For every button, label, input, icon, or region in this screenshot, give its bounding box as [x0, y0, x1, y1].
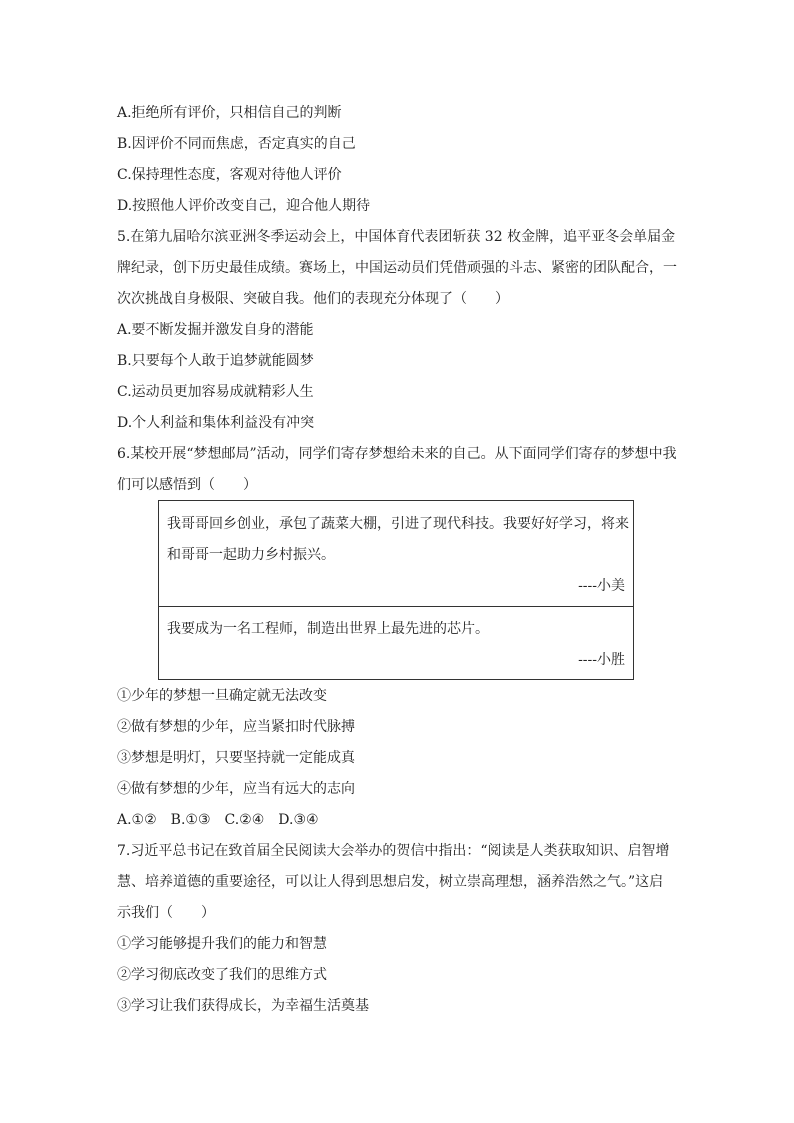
dream-entry-text: 我哥哥回乡创业，承包了蔬菜大棚，引进了现代科技。我要好好学习，将来: [167, 516, 629, 532]
q6-statement: ③梦想是明灯，只要坚持就一定能成真: [117, 750, 355, 766]
q7-statement: ①学习能够提升我们的能力和智慧: [117, 936, 327, 952]
q5-stem-line: 牌纪录，创下历史最佳成绩。赛场上，中国运动员们凭借顽强的斗志、紧密的团队配合，一: [117, 260, 677, 276]
q6-statement: ②做有梦想的少年，应当紧扣时代脉搏: [117, 719, 355, 735]
dream-entry-xiaosheng: [159, 606, 633, 679]
q4-option: C.保持理性态度，客观对待他人评价: [117, 167, 342, 183]
q4-option: D.按照他人评价改变自己，迎合他人期待: [117, 198, 371, 214]
q6-stem-line: 6.某校开展“梦想邮局”活动，同学们寄存梦想给未来的自己。从下面同学们寄存的梦想中我: [117, 446, 677, 462]
dream-entry-signature: ----小胜: [578, 652, 625, 668]
q5-option: A.要不断发掘并激发自身的潜能: [117, 322, 314, 338]
q5-stem-line: 5.在第九届哈尔滨亚洲冬季运动会上，中国体育代表团斩获 32 枚金牌，追平亚冬会单届金: [117, 229, 676, 245]
dream-entry-signature: ----小美: [578, 578, 625, 594]
q7-statement: ③学习让我们获得成长，为幸福生活奠基: [117, 998, 369, 1014]
q4-option: A.拒绝所有评价，只相信自己的判断: [117, 105, 342, 121]
dream-entry-text: 和哥哥一起助力乡村振兴。: [167, 547, 335, 563]
q4-option: B.因评价不同而焦虑，否定真实的自己: [117, 136, 356, 152]
dream-entry-text: 我要成为一名工程师，制造出世界上最先进的芯片。: [167, 621, 489, 637]
q5-option: B.只要每个人敢于追梦就能圆梦: [117, 353, 314, 369]
dream-quote-box: [158, 500, 634, 680]
dream-entry-xiaomei: [159, 501, 633, 607]
q6-statement: ①少年的梦想一旦确定就无法改变: [117, 688, 327, 704]
q7-stem-line: 慧、培养道德的重要途径，可以让人得到思想启发，树立崇高理想，涵养浩然之气。”这启: [117, 874, 664, 890]
q5-option: C.运动员更加容易成就精彩人生: [117, 384, 314, 400]
q6-choices: A.①② B.①③ C.②④ D.③④: [117, 812, 319, 828]
q5-stem-line: 次次挑战自身极限、突破自我。他们的表现充分体现了（ ）: [117, 291, 509, 307]
q5-option: D.个人利益和集体利益没有冲突: [117, 415, 315, 431]
q6-statement: ④做有梦想的少年，应当有远大的志向: [117, 781, 355, 797]
q7-statement: ②学习彻底改变了我们的思维方式: [117, 967, 327, 983]
q7-stem-line: 示我们（ ）: [117, 905, 215, 921]
q7-stem-line: 7.习近平总书记在致首届全民阅读大会举办的贺信中指出：“阅读是人类获取知识、启智增: [117, 843, 670, 859]
q6-stem-line: 们可以感悟到（ ）: [117, 477, 257, 493]
